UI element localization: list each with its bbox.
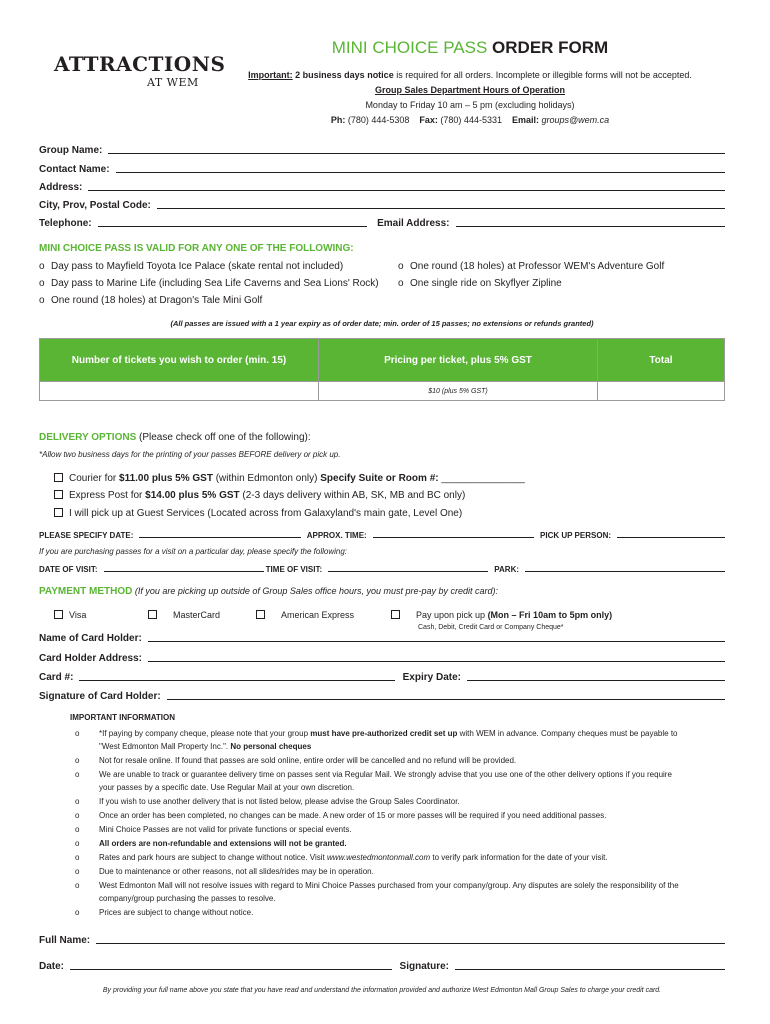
approx-time-label: APPROX. TIME:: [306, 531, 367, 540]
card-holder-address-field[interactable]: [148, 661, 725, 662]
order-table: [39, 338, 725, 401]
email-label: Email:: [511, 115, 539, 125]
important-label: Important:: [248, 70, 293, 80]
payment-amex[interactable]: American Express: [256, 610, 354, 620]
info-list: [75, 727, 687, 920]
card-row: [39, 672, 725, 683]
total-cell[interactable]: [598, 382, 725, 401]
email-value: groups@wem.ca: [541, 115, 610, 125]
payment-pay-upon-pickup[interactable]: Pay upon pick up (Mon – Fri 10am to 5pm only): [391, 610, 612, 620]
city-field[interactable]: [157, 208, 725, 209]
card-holder-row: [39, 633, 725, 644]
date-field[interactable]: [70, 969, 392, 970]
visit-note: If you are purchasing passes for a visit on a particular day, please specify the following:: [39, 547, 348, 556]
list-item: o Not for resale online. If found that passes are sold online, entire order will be cancelled and no refund will be provided.: [75, 756, 517, 765]
payment-visa[interactable]: Visa: [54, 610, 86, 620]
logo-attractions: ATTRACTIONS: [54, 52, 226, 76]
col-header-total: Total: [598, 339, 725, 382]
date-of-visit-label: DATE OF VISIT:: [39, 565, 98, 574]
valid-item: o One single ride on Skyflyer Zipline: [398, 278, 562, 289]
group-name-field[interactable]: [108, 153, 725, 154]
date-of-visit-field[interactable]: [104, 571, 264, 572]
page-title: [235, 38, 705, 58]
list-item: o We are unable to track or guarantee delivery time on passes sent via Regular Mail. We strongly advise that you use one of the other delivery options if you require your passes by a specific date. Use Regular Mail at your own discretion.: [75, 770, 672, 792]
park-field[interactable]: [525, 571, 725, 572]
valid-title: MINI CHOICE PASS IS VALID FOR ANY ONE OF THE FOLLOWING:: [39, 243, 354, 254]
date-label: Date:: [39, 961, 65, 972]
title-green: MINI CHOICE PASS: [331, 38, 488, 57]
signature-card-field[interactable]: [167, 699, 725, 700]
list-item: o *If paying by company cheque, please note that your group must have pre-authorized credit set up with WEM in advance. Company cheques must be payable to "West Edmonton Mall Property Inc.". No personal cheques: [75, 729, 678, 751]
contact-name-field[interactable]: [116, 172, 725, 173]
ph-value: (780) 444-5308: [347, 115, 410, 125]
visa-checkbox[interactable]: [54, 610, 63, 619]
specify-date-field[interactable]: [139, 537, 300, 538]
pay-upon-sub: Cash, Debit, Credit Card or Company Cheque*: [418, 624, 564, 631]
hours-title: Group Sales Department Hours of Operation: [374, 85, 566, 95]
pickup-person-label: PICK UP PERSON:: [540, 531, 612, 540]
list-item: o Due to maintenance or other reasons, not all slides/rides may be in operation.: [75, 867, 374, 876]
amex-checkbox[interactable]: [256, 610, 265, 619]
valid-item: o Day pass to Marine Life (including Sea Life Caverns and Sea Lions' Rock): [39, 278, 379, 289]
footer-disclaimer: By providing your full name above you state that you have read and understand the information provided and authorize West Edmonton Mall Group Sales to charge your credit card.: [102, 987, 662, 994]
list-item: o Once an order has been completed, no changes can be made. A new order of 15 or more passes will be required if you need additional passes.: [75, 811, 607, 820]
address-field[interactable]: [88, 190, 725, 191]
pricing-cell: $10 (plus 5% GST): [319, 382, 598, 401]
delivery-note: *Allow two business days for the printing of your passes BEFORE delivery or pick up.: [39, 450, 341, 459]
group-name-label: Group Name:: [39, 145, 103, 156]
address-label: Address:: [39, 182, 83, 193]
list-item: o If you wish to use another delivery that is not listed below, please advise the Group Sales Coordinator.: [75, 797, 460, 806]
email-address-label: Email Address:: [377, 218, 450, 229]
signature-card-label: Signature of Card Holder:: [39, 691, 161, 702]
specify-date-label: PLEASE SPECIFY DATE:: [39, 531, 134, 540]
payment-title-label: PAYMENT METHOD: [39, 586, 133, 597]
list-item: o All orders are non-refundable and extensions will not be granted.: [75, 839, 347, 848]
pay-upon-pickup-checkbox[interactable]: [391, 610, 400, 619]
date-signature-row: [39, 961, 725, 972]
signature-label: Signature:: [399, 961, 449, 972]
courier-checkbox[interactable]: [54, 473, 63, 482]
full-name-label: Full Name:: [39, 935, 91, 946]
contact-line: [235, 115, 705, 125]
full-name-row: [39, 935, 725, 946]
email-address-field[interactable]: [456, 226, 725, 227]
express-checkbox[interactable]: [54, 490, 63, 499]
telephone-field[interactable]: [98, 226, 367, 227]
contact-name-label: Contact Name:: [39, 164, 110, 175]
hours-text: Monday to Friday 10 am – 5 pm (excluding holidays): [365, 100, 575, 110]
card-holder-address-label: Card Holder Address:: [39, 653, 142, 664]
info-title: IMPORTANT INFORMATION: [70, 713, 176, 722]
delivery-option-courier[interactable]: Courier for $11.00 plus 5% GST (within Edmonton only) Specify Suite or Room #: _______________: [54, 473, 525, 484]
card-number-label: Card #:: [39, 672, 74, 683]
pickup-person-field[interactable]: [617, 537, 725, 538]
card-holder-label: Name of Card Holder:: [39, 633, 142, 644]
list-item: o Prices are subject to change without notice.: [75, 908, 254, 917]
expiry-field[interactable]: [467, 680, 725, 681]
group-name-row: [39, 145, 725, 156]
expiry-label: Expiry Date:: [402, 672, 461, 683]
fax-value: (780) 444-5331: [440, 115, 502, 125]
telephone-label: Telephone:: [39, 218, 92, 229]
col-header-pricing: Pricing per ticket, plus 5% GST: [319, 339, 598, 382]
full-name-field[interactable]: [96, 943, 725, 944]
delivery-title-label: DELIVERY OPTIONS: [39, 432, 137, 443]
signature-card-row: [39, 691, 725, 702]
address-row: [39, 182, 725, 193]
mastercard-checkbox[interactable]: [148, 610, 157, 619]
list-item: o Rates and park hours are subject to change without notice. Visit www.westedmontonmall.com to verify park information for the date of your visit.: [75, 853, 608, 862]
visit-row: [39, 565, 725, 574]
delivery-title: [39, 432, 311, 443]
list-item: o Mini Choice Passes are not valid for private functions or special events.: [75, 825, 352, 834]
payment-title: [39, 586, 498, 597]
valid-item: o One round (18 holes) at Dragon's Tale Mini Golf: [39, 295, 263, 306]
time-of-visit-label: TIME OF VISIT:: [265, 565, 323, 574]
important-rest: is required for all orders. Incomplete or illegible forms will not be accepted.: [393, 70, 692, 80]
important-bold: 2 business days notice: [295, 70, 394, 80]
park-label: PARK:: [494, 565, 520, 574]
delivery-option-pickup[interactable]: I will pick up at Guest Services (Located across from Galaxyland's main gate, Level One): [54, 508, 462, 519]
important-notice: [235, 70, 705, 80]
contact-name-row: [39, 164, 725, 175]
ph-label: Ph:: [330, 115, 346, 125]
delivery-option-express[interactable]: Express Post for $14.00 plus 5% GST (2-3 days delivery within AB, SK, MB and BC only): [54, 490, 465, 501]
card-holder-address-row: [39, 653, 725, 664]
col-header-tickets: Number of tickets you wish to order (min. 15): [40, 339, 319, 382]
list-item: o West Edmonton Mall will not resolve issues with regard to Mini Choice Passes purchased from your company/group. Any disputes are solely the responsibility of the company/group purchasing the passes to resolve.: [75, 881, 679, 903]
payment-mastercard[interactable]: MasterCard: [148, 610, 220, 620]
valid-note: (All passes are issued with a 1 year expiry as of order date; min. order of 15 passes; no extensions or refunds granted): [170, 319, 594, 328]
logo-at-wem: AT WEM: [147, 76, 199, 89]
delivery-title-rest: (Please check off one of the following):: [136, 432, 311, 443]
fax-label: Fax:: [419, 115, 438, 125]
pickup-checkbox[interactable]: [54, 508, 63, 517]
card-number-field[interactable]: [79, 680, 394, 681]
valid-item: o One round (18 holes) at Professor WEM's Adventure Golf: [398, 261, 665, 272]
valid-item: o Day pass to Mayfield Toyota Ice Palace (skate rental not included): [39, 261, 344, 272]
pickup-row: [39, 531, 725, 540]
city-label: City, Prov, Postal Code:: [39, 200, 151, 211]
payment-title-note: (If you are picking up outside of Group Sales office hours, you must pre-pay by credit card):: [132, 586, 499, 596]
card-holder-field[interactable]: [148, 641, 725, 642]
tickets-cell[interactable]: [40, 382, 319, 401]
telephone-row: [39, 218, 725, 229]
approx-time-field[interactable]: [373, 537, 534, 538]
signature-field[interactable]: [455, 969, 725, 970]
time-of-visit-field[interactable]: [328, 571, 488, 572]
title-dark: ORDER FORM: [492, 38, 609, 57]
city-row: [39, 200, 725, 211]
